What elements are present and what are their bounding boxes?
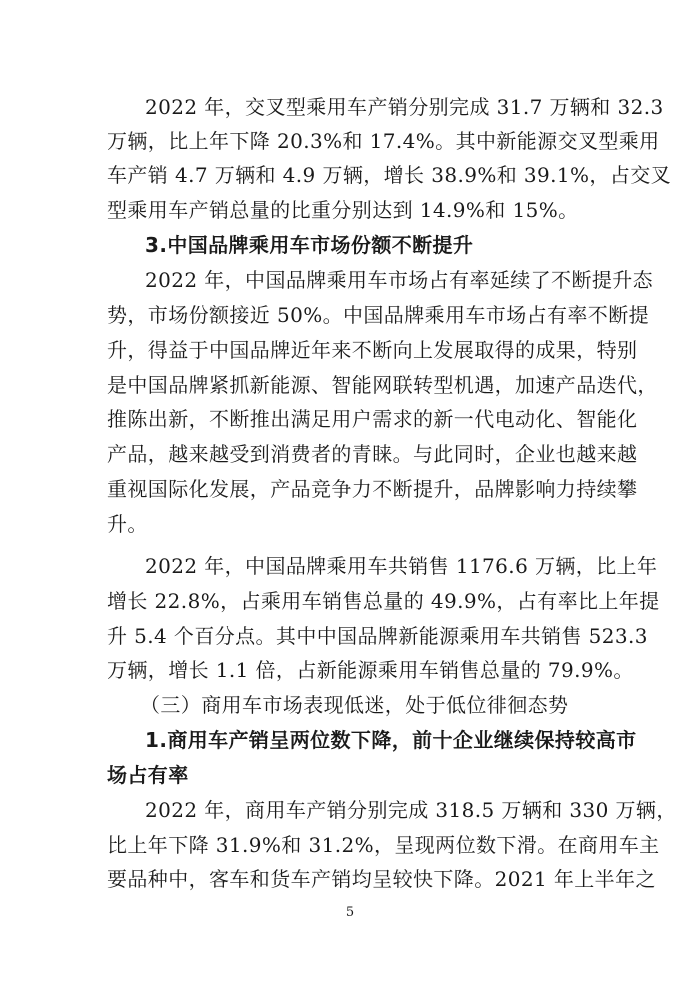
paragraph-line: 比上年下降 31.9%和 31.2%，呈现两位数下滑。在商用车主 xyxy=(107,833,660,857)
paragraph-line: 2022 年，中国品牌乘用车市场占有率延续了不断提升态 xyxy=(145,268,654,292)
subsection-heading: 1.商用车产销呈两位数下降，前十企业继续保持较高市 xyxy=(145,728,637,752)
paragraph-line: 2022 年，交叉型乘用车产销分别完成 31.7 万辆和 32.3 xyxy=(145,95,664,119)
page-number: 5 xyxy=(345,905,355,920)
paragraph-line: 万辆，比上年下降 20.3%和 17.4%。其中新能源交叉型乘用 xyxy=(107,129,660,153)
section-heading: （三）商用车市场表现低迷，处于低位徘徊态势 xyxy=(140,693,569,717)
paragraph-line: 要品种中，客车和货车产销均呈较快下降。2021 年上半年之 xyxy=(107,867,656,891)
paragraph-line: 升，得益于中国品牌近年来不断向上发展取得的成果，特别 xyxy=(107,338,638,362)
paragraph-line: 势，市场份额接近 50%。中国品牌乘用车市场占有率不断提 xyxy=(107,303,650,327)
paragraph-line: 型乘用车产销总量的比重分别达到 14.9%和 15%。 xyxy=(107,198,579,222)
paragraph-line: 车产销 4.7 万辆和 4.9 万辆，增长 38.9%和 39.1%，占交叉 xyxy=(107,163,672,187)
paragraph-line: 升 5.4 个百分点。其中中国品牌新能源乘用车共销售 523.3 xyxy=(107,624,648,648)
subsection-heading: 场占有率 xyxy=(107,763,189,787)
paragraph-line: 2022 年，中国品牌乘用车共销售 1176.6 万辆，比上年 xyxy=(145,554,658,578)
paragraph-line: 2022 年，商用车产销分别完成 318.5 万辆和 330 万辆， xyxy=(145,798,677,822)
paragraph-line: 重视国际化发展，产品竞争力不断提升，品牌影响力持续攀 xyxy=(107,477,638,501)
paragraph-line: 产品，越来越受到消费者的青睐。与此同时，企业也越来越 xyxy=(107,442,638,466)
paragraph-line: 升。 xyxy=(107,512,148,536)
paragraph-line: 是中国品牌紧抓新能源、智能网联转型机遇，加速产品迭代， xyxy=(107,373,658,397)
section-heading: 3.中国品牌乘用车市场份额不断提升 xyxy=(145,233,474,257)
paragraph-line: 万辆，增长 1.1 倍，占新能源乘用车销售总量的 79.9%。 xyxy=(107,658,634,682)
paragraph-line: 推陈出新，不断推出满足用户需求的新一代电动化、智能化 xyxy=(107,407,638,431)
paragraph-line: 增长 22.8%，占乘用车销售总量的 49.9%，占有率比上年提 xyxy=(107,589,660,613)
